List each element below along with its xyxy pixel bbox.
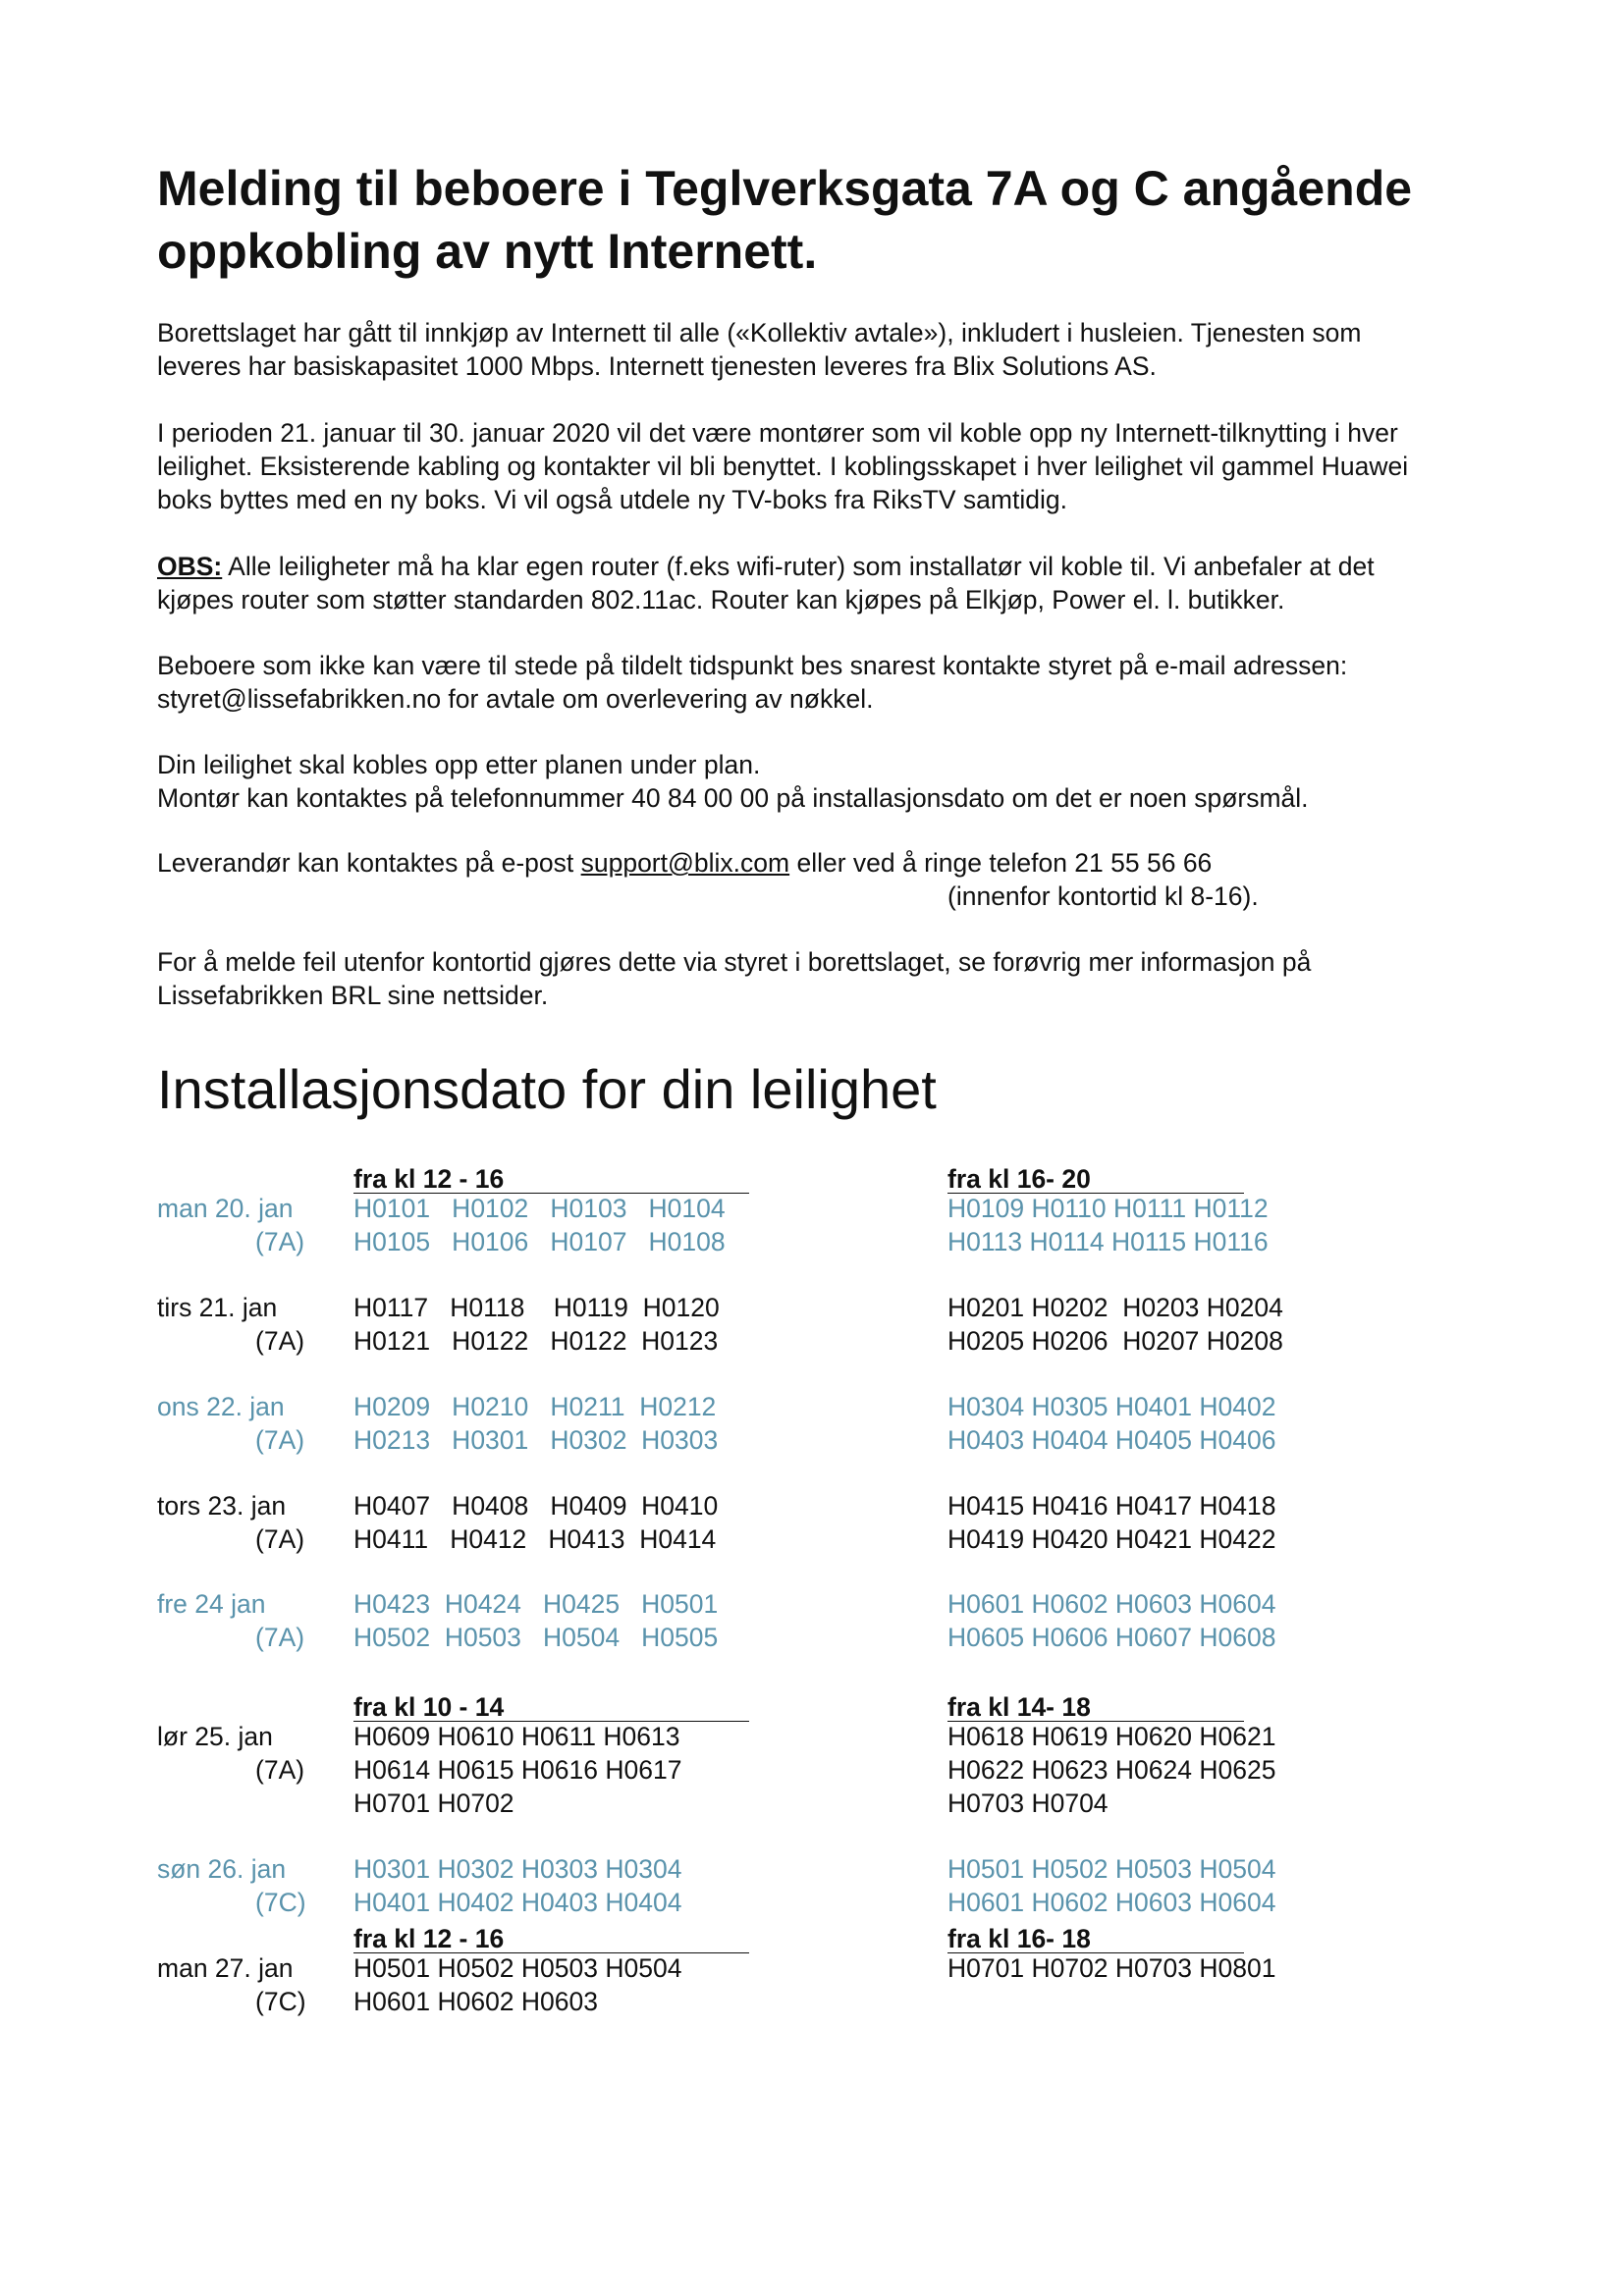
apartment-units-left: H0609 H0610 H0611 H0613 — [353, 1722, 680, 1751]
apartment-units-right: H0113 H0114 H0115 H0116 — [947, 1227, 1269, 1256]
apartment-units-right: H0601 H0602 H0603 H0604 — [947, 1888, 1276, 1917]
day-label: ons 22. jan — [157, 1392, 285, 1421]
apartment-units-right: H0622 H0623 H0624 H0625 — [947, 1755, 1276, 1785]
paragraph-absent: Beboere som ikke kan være til stede på tildelt tidspunkt bes snarest kontakte styret på e-mail adressen: styret@lissefabrikken.no for avtale om overlevering av nøkkel. — [157, 651, 1348, 714]
apartment-units-right: H0201 H0202 H0203 H0204 — [947, 1293, 1283, 1322]
paragraph-supplier: Leverandør kan kontaktes på e-post support@blix.com eller ved å ringe telefon 21 55 56 66 (innenfor kontortid kl 8-16). — [157, 848, 1259, 911]
day-label: man 20. jan — [157, 1194, 294, 1223]
building-label: (7A) — [255, 1623, 305, 1652]
schedule-title: Installasjonsdato for din leilighet — [157, 1058, 937, 1120]
day-label: man 27. jan — [157, 1953, 294, 1983]
day-label: søn 26. jan — [157, 1854, 287, 1884]
time-header-right: fra kl 16- 20 — [947, 1164, 1091, 1194]
paragraph-plan: Din leilighet skal kobles opp etter planen under plan. Montør kan kontaktes på telefonnummer 40 84 00 00 på installasjonsdato om det er noen spørsmål. — [157, 750, 1309, 813]
support-email-link[interactable]: support@blix.com — [580, 848, 790, 878]
time-header-left: fra kl 10 - 14 — [353, 1692, 505, 1722]
building-label: (7C) — [255, 1888, 306, 1917]
day-label: tors 23. jan — [157, 1491, 287, 1521]
building-label: (7A) — [255, 1755, 305, 1785]
day-label: lør 25. jan — [157, 1722, 273, 1751]
title-line-2: oppkobling av nytt Internett. — [157, 224, 818, 279]
apartment-units-left: H0501 H0502 H0503 H0504 — [353, 1953, 682, 1983]
building-label: (7A) — [255, 1425, 305, 1455]
apartment-units-left: H0117 H0118 H0119 H0120 — [353, 1293, 720, 1322]
apartment-units-right: H0703 H0704 — [947, 1789, 1109, 1818]
apartment-units-left: H0209 H0210 H0211 H0212 — [353, 1392, 717, 1421]
time-header-right: fra kl 16- 18 — [947, 1924, 1091, 1953]
apartment-units-right: H0701 H0702 H0703 H0801 — [947, 1953, 1276, 1983]
apartment-units-right: H0304 H0305 H0401 H0402 — [947, 1392, 1276, 1421]
apartment-units-left: H0213 H0301 H0302 H0303 — [353, 1425, 719, 1455]
time-header-left: fra kl 12 - 16 — [353, 1924, 505, 1953]
apartment-units-right: H0501 H0502 H0503 H0504 — [947, 1854, 1276, 1884]
title-line-1: Melding til beboere i Teglverksgata 7A og C angående — [157, 161, 1413, 216]
day-label: fre 24 jan — [157, 1589, 266, 1619]
apartment-units-right: H0415 H0416 H0417 H0418 — [947, 1491, 1276, 1521]
apartment-units-left: H0301 H0302 H0303 H0304 — [353, 1854, 682, 1884]
apartment-units-left: H0701 H0702 — [353, 1789, 514, 1818]
time-header-right: fra kl 14- 18 — [947, 1692, 1091, 1722]
building-label: (7A) — [255, 1326, 305, 1356]
apartment-units-left: H0105 H0106 H0107 H0108 — [353, 1227, 726, 1256]
apartment-units-right: H0601 H0602 H0603 H0604 — [947, 1589, 1276, 1619]
apartment-units-left: H0121 H0122 H0122 H0123 — [353, 1326, 719, 1356]
apartment-units-left: H0401 H0402 H0403 H0404 — [353, 1888, 682, 1917]
apartment-units-right: H0618 H0619 H0620 H0621 — [947, 1722, 1276, 1751]
apartment-units-right: H0205 H0206 H0207 H0208 — [947, 1326, 1283, 1356]
day-label: tirs 21. jan — [157, 1293, 278, 1322]
apartment-units-left: H0502 H0503 H0504 H0505 — [353, 1623, 719, 1652]
building-label: (7A) — [255, 1227, 305, 1256]
apartment-units-left: H0614 H0615 H0616 H0617 — [353, 1755, 682, 1785]
obs-label: OBS: — [157, 552, 223, 581]
apartment-units-right: H0109 H0110 H0111 H0112 — [947, 1194, 1269, 1223]
apartment-units-left: H0101 H0102 H0103 H0104 — [353, 1194, 726, 1223]
apartment-units-right: H0419 H0420 H0421 H0422 — [947, 1524, 1276, 1554]
paragraph-obs: OBS: Alle leiligheter må ha klar egen router (f.eks wifi-ruter) som installatør vil koble til. Vi anbefaler at det kjøpes router som støtter standarden 802.11ac. Router kan kjøpes på Elkjøp, Power el. l. butikker. — [157, 552, 1375, 614]
apartment-units-left: H0407 H0408 H0409 H0410 — [353, 1491, 719, 1521]
apartment-units-right: H0605 H0606 H0607 H0608 — [947, 1623, 1276, 1652]
paragraph-period: I perioden 21. januar til 30. januar 2020 vil det være montører som vil koble opp ny Internett-tilknytting i hver leilighet. Eksisterende kabling og kontakter vil bli benyttet. I koblingsskapet i hver leilighet vil gammel Huawei boks byttes med en ny boks. Vi vil også utdele ny TV-boks fra RiksTV samtidig. — [157, 418, 1409, 514]
paragraph-faults: For å melde feil utenfor kontortid gjøres dette via styret i borettslaget, se forøvrig mer informasjon på Lissefabrikken BRL sine nettsider. — [157, 947, 1312, 1010]
apartment-units-left: H0411 H0412 H0413 H0414 — [353, 1524, 717, 1554]
apartment-units-left: H0601 H0602 H0603 — [353, 1987, 598, 2016]
apartment-units-right: H0403 H0404 H0405 H0406 — [947, 1425, 1276, 1455]
paragraph-intro: Borettslaget har gått til innkjøp av Internett til alle («Kollektiv avtale»), inkludert i husleien. Tjenesten som leveres har basiskapasitet 1000 Mbps. Internett tjenesten leveres fra Blix Solutions AS. — [157, 318, 1362, 381]
time-header-left: fra kl 12 - 16 — [353, 1164, 505, 1194]
building-label: (7A) — [255, 1524, 305, 1554]
apartment-units-left: H0423 H0424 H0425 H0501 — [353, 1589, 719, 1619]
building-label: (7C) — [255, 1987, 306, 2016]
